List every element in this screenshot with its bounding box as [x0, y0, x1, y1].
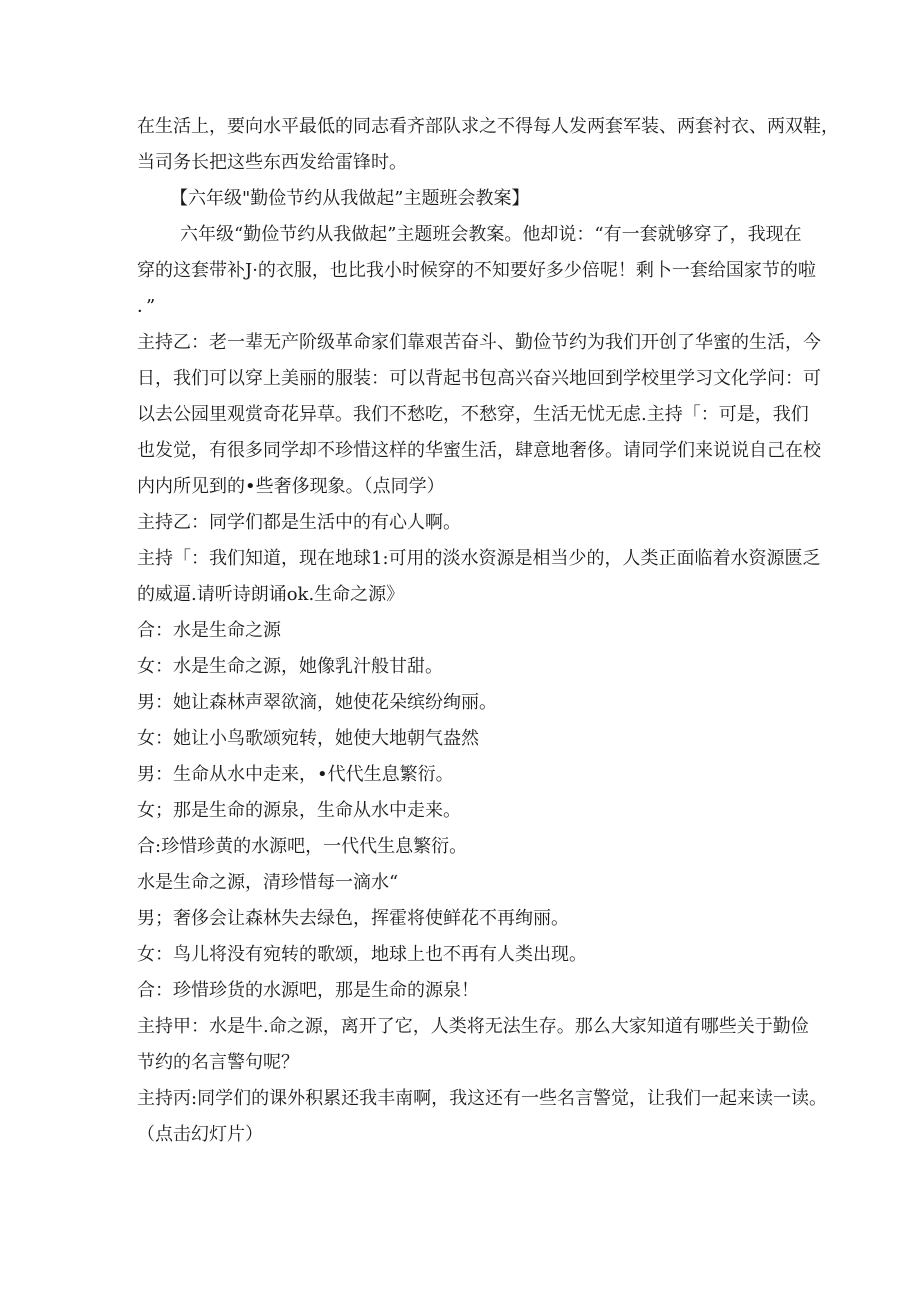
text-line: 男：生命从水中走来，•代代生息繁衍。: [137, 764, 454, 785]
text-line: 主持丙:同学们的课外积累还我丰南啊，我这还有一些名言警觉，让我们一起来读一读。: [137, 1088, 828, 1109]
text-line: 主持乙：老一辈无产阶级革命家们靠艰苦奋斗、勤俭节约为我们开创了华蜜的生活，今: [137, 332, 821, 353]
text-line: 的威逼.请听诗朗诵ok.生命之源》: [137, 584, 405, 605]
text-line: 合：珍惜珍货的水源吧，那是生命的源泉！: [137, 980, 479, 1001]
text-line: 穿的这套带补J·的衣服，也比我小时候穿的不知要好多少倍呢！剩卜一套给国家节的啦: [137, 260, 816, 281]
text-line: 主持甲：水是牛.命之源，离开了它，人类将无法生存。那么大家知道有哪些关于勤俭: [137, 1016, 809, 1037]
text-line: 水是生命之源，清珍惜每一滴水“: [137, 872, 399, 893]
text-line: 女：她让小鸟歌颂宛转，她使大地朝气盎然: [137, 728, 479, 749]
text-line: （点击幻灯片）: [137, 1124, 263, 1145]
text-line: 内内所见到的•些奢侈现象。（点同学）: [137, 476, 445, 497]
text-line: 女：水是生命之源，她像乳汁般甘甜。: [137, 656, 443, 677]
text-line: 主持乙：同学们都是生活中的有心人啊。: [137, 512, 461, 533]
text-line: 以去公园里观赏奇花异草。我们不愁吃，不愁穿，生活无忧无虑.主持「：可是，我们: [137, 404, 809, 425]
section-heading: 【六年级"勤俭节约从我做起”主题班会教案】: [170, 188, 530, 209]
text-line: 女；那是生命的源泉，生命从水中走来。: [137, 800, 461, 821]
text-line: 男：她让森林声翠欲滴，她使花朵缤纷绚丽。: [137, 692, 497, 713]
text-line: 在生活上，要向水平最低的同志看齐部队求之不得每人发两套军装、两套衬衣、两双鞋，: [137, 116, 839, 137]
text-line: 六年级“勤俭节约从我做起”主题班会教案。他却说：“有一套就够穿了，我现在: [180, 224, 802, 245]
text-line: 合：水是生命之源: [137, 620, 281, 641]
text-line: 节约的名言警句呢？: [137, 1052, 299, 1073]
text-line: 主持「：我们知道，现在地球1:可用的淡水资源是相当少的，人类正面临着水资源匮乏: [137, 548, 821, 569]
text-line: 当司务长把这些东西发给雷锋时。: [137, 152, 407, 173]
text-line: 日，我们可以穿上美丽的服装：可以背起书包高兴奋兴地回到学校里学习文化学问：可: [137, 368, 821, 389]
text-line: 男；奢侈会让森林失去绿色，挥霍将使鲜花不再绚丽。: [137, 908, 569, 929]
text-line: 合:珍惜珍黄的水源吧，一代代生息繁衍。: [137, 836, 468, 857]
text-line: ．”: [137, 296, 156, 317]
text-line: 女：鸟儿将没有宛转的歌颂，地球上也不再有人类出现。: [137, 944, 587, 965]
text-line: 也发觉，有很多同学却不珍惜这样的华蜜生活，肆意地奢侈。请同学们来说说自己在校: [137, 440, 821, 461]
